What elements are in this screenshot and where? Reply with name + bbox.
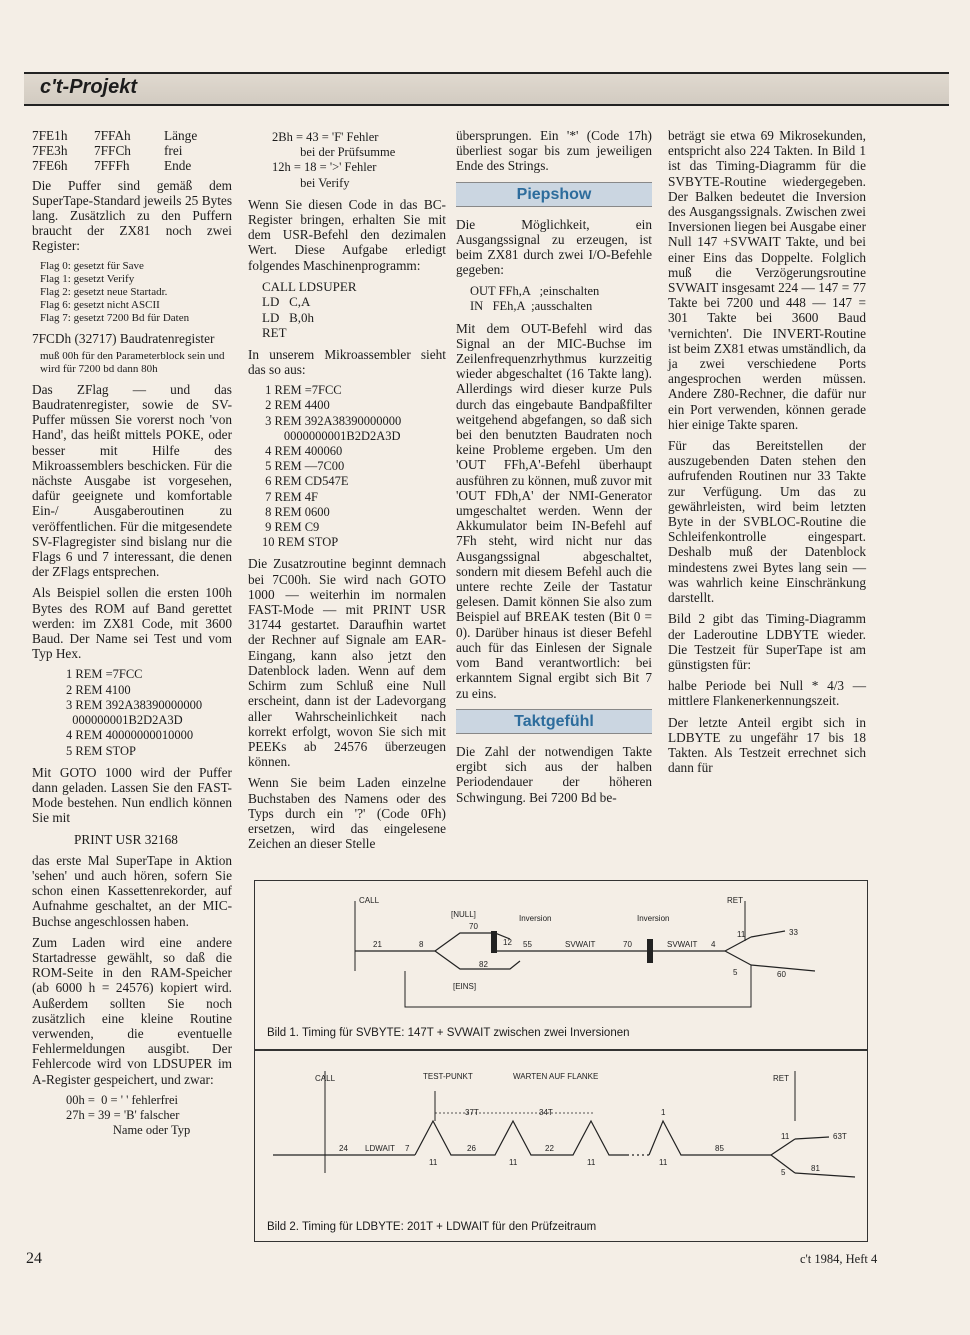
- label-testpunkt: TEST-PUNKT: [423, 1072, 473, 1081]
- paragraph: übersprungen. Ein '*' (Code 17h) überliest sogar bis zum jeweiligen Ende des Strings.: [456, 128, 652, 174]
- label-call: CALL: [359, 896, 380, 905]
- label-26: 26: [467, 1144, 476, 1153]
- section-title: Piepshow: [456, 182, 652, 207]
- paragraph: Bild 2 gibt das Timing-Diagramm der Laderoutine LDBYTE wieder. Die Testzeit für SuperTape ist am günstigsten für:: [668, 611, 866, 672]
- figure-caption: Bild 2. Timing für LDBYTE: 201T + LDWAIT für den Prüfzeitraum: [267, 1221, 597, 1233]
- error-codes: 00h = 0 = ' ' fehlerfrei 27h = 39 = 'B' falscher Name oder Typ: [66, 1092, 191, 1138]
- label-inversion: Inversion: [637, 914, 670, 923]
- paragraph: Die Zahl der notwendigen Takte ergibt sich aus der halben Periodendauer der höheren Schwingung. Bei 7200 Bd be-: [456, 743, 652, 805]
- timing-diagram-1: [255, 881, 867, 1021]
- label-8: 8: [419, 940, 424, 949]
- address-cell: 7FFFh: [94, 158, 130, 174]
- label-eins: [EINS]: [453, 982, 477, 991]
- section-title: Taktgefühl: [456, 709, 652, 734]
- label-70b: 70: [623, 940, 632, 949]
- issue-label: c't 1984, Heft 4: [800, 1252, 878, 1266]
- paragraph: beträgt sie etwa 69 Mikrosekunden, entspricht also 224 Takten. In Bild 1 ist das Timing-Diagramm für die SVBYTE-Routine wiedergegeben. Der Balken bedeutet die Inversion des Ausgangssignals. Zwischen zwei Inversionen liegen bei Ausgabe einer Null 147 +SVWAIT Takte, und bei einer Eins das Doppelte. Folglich muß die Verzögerungsroutine SVWAIT insgesamt 224 — 147 = 77 Takte bei 7200 und 448 — 147 = 301 Takte bei 3600 Baud 'vernichten'. Die INVERT-Routine ist beim ZX81 etwas umständlich, da ja zwei verschiedene Ports angesprochen werden müssen. Andere Z80-Rechner, die dafür nur ein Port verwenden, können gerade hier einige Takte sparen.: [668, 128, 866, 432]
- address-cell: Ende: [164, 158, 192, 174]
- flag-list: [40, 260, 232, 325]
- column-1: [32, 128, 232, 1144]
- address-cell: 7FE3h: [32, 143, 68, 159]
- small-note: muß 00h für den Parameterblock sein und wird für 7200 bd dann 80h: [40, 349, 225, 375]
- flag-item: Flag 2: gesetzt neue Startadr.: [40, 285, 168, 298]
- address-cell: 7FFAh: [94, 128, 131, 143]
- paragraph: Wenn Sie beim Laden einzelne Buchstaben des Namens oder des Typs durch ein '?' (Code 0Fh) ersetzen, wird das eingelesene Zeichen an dieser Stelle: [248, 775, 446, 852]
- label-55: 55: [523, 940, 532, 949]
- io-listing: OUT FFh,A ;einschalten IN FEh,A ;ausschalten: [470, 283, 600, 314]
- label-warten: WARTEN AUF FLANKE: [513, 1072, 599, 1081]
- section-header: [24, 72, 949, 106]
- address-cell: Länge: [164, 128, 198, 143]
- paragraph: 7FCDh (32717) Baudratenregister: [32, 330, 215, 346]
- column-2: [248, 128, 446, 857]
- label-11: 11: [429, 1158, 438, 1167]
- paragraph: Zum Laden wird eine andere Startadresse gewählt, so daß die ROM-Seite in den RAM-Speicher (ab 6000 h = 24576) kopiert wird. Außerdem sollten Sie noch zusätzlich eine kleine Routine verwenden, die eventuelle Fehlermeldungen ausgibt. Der Fehlercode wird von LDSUPER im A-Register gespeichert, und zwar:: [32, 934, 232, 1087]
- label-12: 12: [503, 938, 512, 947]
- label-11e: 11: [781, 1132, 790, 1141]
- code-listing: 1 REM =7FCC 2 REM 4100 3 REM 392A38390000000 000000001B2D2A3D 4 REM 40000000010000 5 REM STOP: [66, 667, 203, 758]
- label-ret: RET: [773, 1074, 789, 1083]
- paragraph: Das ZFlag — und das Baudratenregister, sowie de SV-Puffer müssen Sie vorerst noch 'von Hand', das heißt mittels POKE, oder besser mit Hilfe des Mikroassemblers beschicken. Für die nächste Ausgabe ist vorgesehen, dafür geeignete und komfortable Ein-/ Ausgaberoutinen zu veröffentlichen. Für die mitgesendete SV-Flagregister sind bislang nur die Flags 6 und 7 interessant, die denen der ZFlags entsprechen.: [32, 381, 232, 580]
- label-ldwait: LDWAIT: [365, 1144, 395, 1153]
- figure-2: [254, 1050, 868, 1242]
- label-svwait: SVWAIT: [565, 940, 596, 949]
- label-37t: 37T: [465, 1108, 479, 1117]
- header-title: c't-Projekt: [40, 76, 138, 98]
- label-5: 5: [781, 1168, 786, 1177]
- paragraph: In unserem Mikroassembler sieht das so aus:: [248, 346, 446, 378]
- label-ret: RET: [727, 896, 743, 905]
- label-21: 21: [373, 940, 382, 949]
- label-34t: 34T: [539, 1108, 553, 1117]
- label-82: 82: [479, 960, 488, 969]
- paragraph: Für das Bereitstellen der auszugebenden Daten stehen den aufrufenden Routinen nur 33 Takte zur Verfügung. Um das zu gewährleisten, wird beim letzten Byte in der SVBLOC-Routine die Schleifenkontrolle eingespart. Deshalb muß der Datenblock mindestens zwei Bytes lang sein — was wahrlich keine Einschränkung darstellt.: [668, 438, 866, 606]
- paragraph: Die Möglichkeit, ein Ausgangssignal zu erzeugen, ist beim ZX81 durch zwei I/O-Befehle gegeben:: [456, 216, 652, 278]
- address-cell: frei: [164, 143, 183, 159]
- paragraph: Die Puffer sind gemäß dem SuperTape-Standard jeweils 25 Bytes lang. Zusätzlich zu den Puffern braucht der ZX81 noch zwei Register:: [32, 177, 232, 254]
- paragraph: Als Beispiel sollen die ersten 100h Bytes des ROM auf Band gerettet werden: im ZX81 Code, mit 3600 Baud. Der Name sei Test und vom Typ Hex.: [32, 585, 232, 662]
- flag-item: Flag 1: gesetzt Verify: [40, 272, 135, 285]
- page-number: 24: [26, 1250, 42, 1267]
- paragraph: das erste Mal SuperTape in Aktion 'sehen' und auch hören, sofern Sie schon einen Kassettenrekorder, auf Aufnahme geschaltet, an der MIC-Buchse angeschlossen haben.: [32, 852, 232, 929]
- label-63t: 63T: [833, 1132, 847, 1141]
- address-cell: 7FFCh: [94, 143, 131, 159]
- paragraph: Mit GOTO 1000 wird der Puffer dann geladen. Lassen Sie den FAST-Mode bestehen. Nun endlich können Sie mit: [32, 764, 232, 826]
- flag-item: Flag 6: gesetzt nicht ASCII: [40, 298, 160, 311]
- address-cell: 7FE6h: [32, 158, 68, 174]
- label-5: 5: [733, 968, 738, 977]
- print-line: PRINT USR 32168: [74, 831, 178, 847]
- label-11c: 11: [587, 1158, 596, 1167]
- label-null: [NULL]: [451, 910, 476, 919]
- label-60: 60: [777, 970, 786, 979]
- label-11d: 11: [659, 1158, 668, 1167]
- label-22: 22: [545, 1144, 554, 1153]
- code-listing: 1 REM =7FCC 2 REM 4400 3 REM 392A38390000000 0000000001B2D2A3D 4 REM 400060 5 REM —7C00 6 REM CD547E 7 REM 4F 8 REM 0600 9 REM C9 10 REM STOP: [262, 383, 402, 550]
- label-11: 11: [737, 930, 746, 939]
- asm-listing: CALL LDSUPER LD C,A LD B,0h RET: [262, 278, 357, 341]
- address-cell: 7FE1h: [32, 128, 68, 143]
- paragraph: Der letzte Anteil ergibt sich in LDBYTE zu ungefähr 17 bis 18 Takten. Als Testzeit errechnet sich dann für: [668, 714, 866, 776]
- error-codes: 2Bh = 43 = 'F' Fehler bei der Prüfsumme 12h = 18 = '>' Fehler bei Verify: [272, 130, 396, 190]
- label-33: 33: [789, 928, 798, 937]
- figure-caption: Bild 1. Timing für SVBYTE: 147T + SVWAIT zwischen zwei Inversionen: [267, 1027, 630, 1039]
- label-svwait-b: SVWAIT: [667, 940, 698, 949]
- paragraph: Mit dem OUT-Befehl wird das Signal an der MIC-Buchse im Zeilenfrequenzrhythmus kurzzeitig wieder abgeschaltet (16 Takte lang). Allerdings wird dieser kurze Puls durch das eingebaute Bandpaßfilter weitgehend abgefangen, so daß sich bei den benutzten Baudraten noch keine Probleme ergeben. Um den 'OUT FFh,A'-Befehl überhaupt ausführen zu können, muß zuvor mit 'OUT FDh,A' der NMI-Generator umgeschaltet werden. Wenn der Akkumulator beim IN-Befehl auf 7Fh steht, wird nicht nur das Ausgangssignal abgeschaltet, sondern mit diesem Befehl auch die untere rechte Zeile der Tastatur gelesen. Damit können Sie also zum Beispiel auf BREAK testen (Bit 0 = 0). Darüber hinaus ist dieser Befehl auch für das Einlesen der Signale vom Band verantwortlich: bei erkanntem Signal ergibt sich Bit 7 zu eins.: [456, 320, 652, 701]
- label-4: 4: [711, 940, 716, 949]
- flag-item: Flag 7: gesetzt 7200 Bd für Daten: [40, 311, 190, 324]
- label-24: 24: [339, 1144, 348, 1153]
- figure-1: [254, 880, 868, 1050]
- label-81: 81: [811, 1164, 820, 1173]
- paragraph: Die Zusatzroutine beginnt demnach bei 7C00h. Sie wird nach GOTO 1000 — weiterhin im normalen FAST-Mode — mit PRINT USR 31744 gestartet. Daraufhin wartet der Rechner auf Signale am EAR-Eingang, kann also jetzt den Datenblock laden. Wenn auf dem Schirm zum Schluß eine Null erscheint, dann ist der Ladevorgang aller Wahrscheinlichkeit nach korrekt erfolgt, wovon Sie sich mit PEEKs ab 24576 überzeugen können.: [248, 556, 446, 770]
- label-70: 70: [469, 922, 478, 931]
- paragraph: Wenn Sie diesen Code in das BC-Register bringen, erhalten Sie mit dem USR-Befehl den dezimalen Wert. Diese Aufgabe erledigt folgendes Maschinenprogramm:: [248, 196, 446, 273]
- label-one: 1: [661, 1108, 666, 1117]
- label-85: 85: [715, 1144, 724, 1153]
- label-inversion: Inversion: [519, 914, 552, 923]
- label-11b: 11: [509, 1158, 518, 1167]
- flag-item: Flag 0: gesetzt für Save: [40, 259, 144, 272]
- label-7: 7: [405, 1144, 410, 1153]
- label-call: CALL: [315, 1074, 336, 1083]
- timing-diagram-2: [255, 1051, 867, 1216]
- paragraph: halbe Periode bei Null * 4/3 — mittlere Flankenerkennungszeit.: [668, 678, 866, 709]
- column-4: [668, 128, 866, 781]
- column-3: [456, 128, 652, 811]
- address-table: [32, 128, 232, 174]
